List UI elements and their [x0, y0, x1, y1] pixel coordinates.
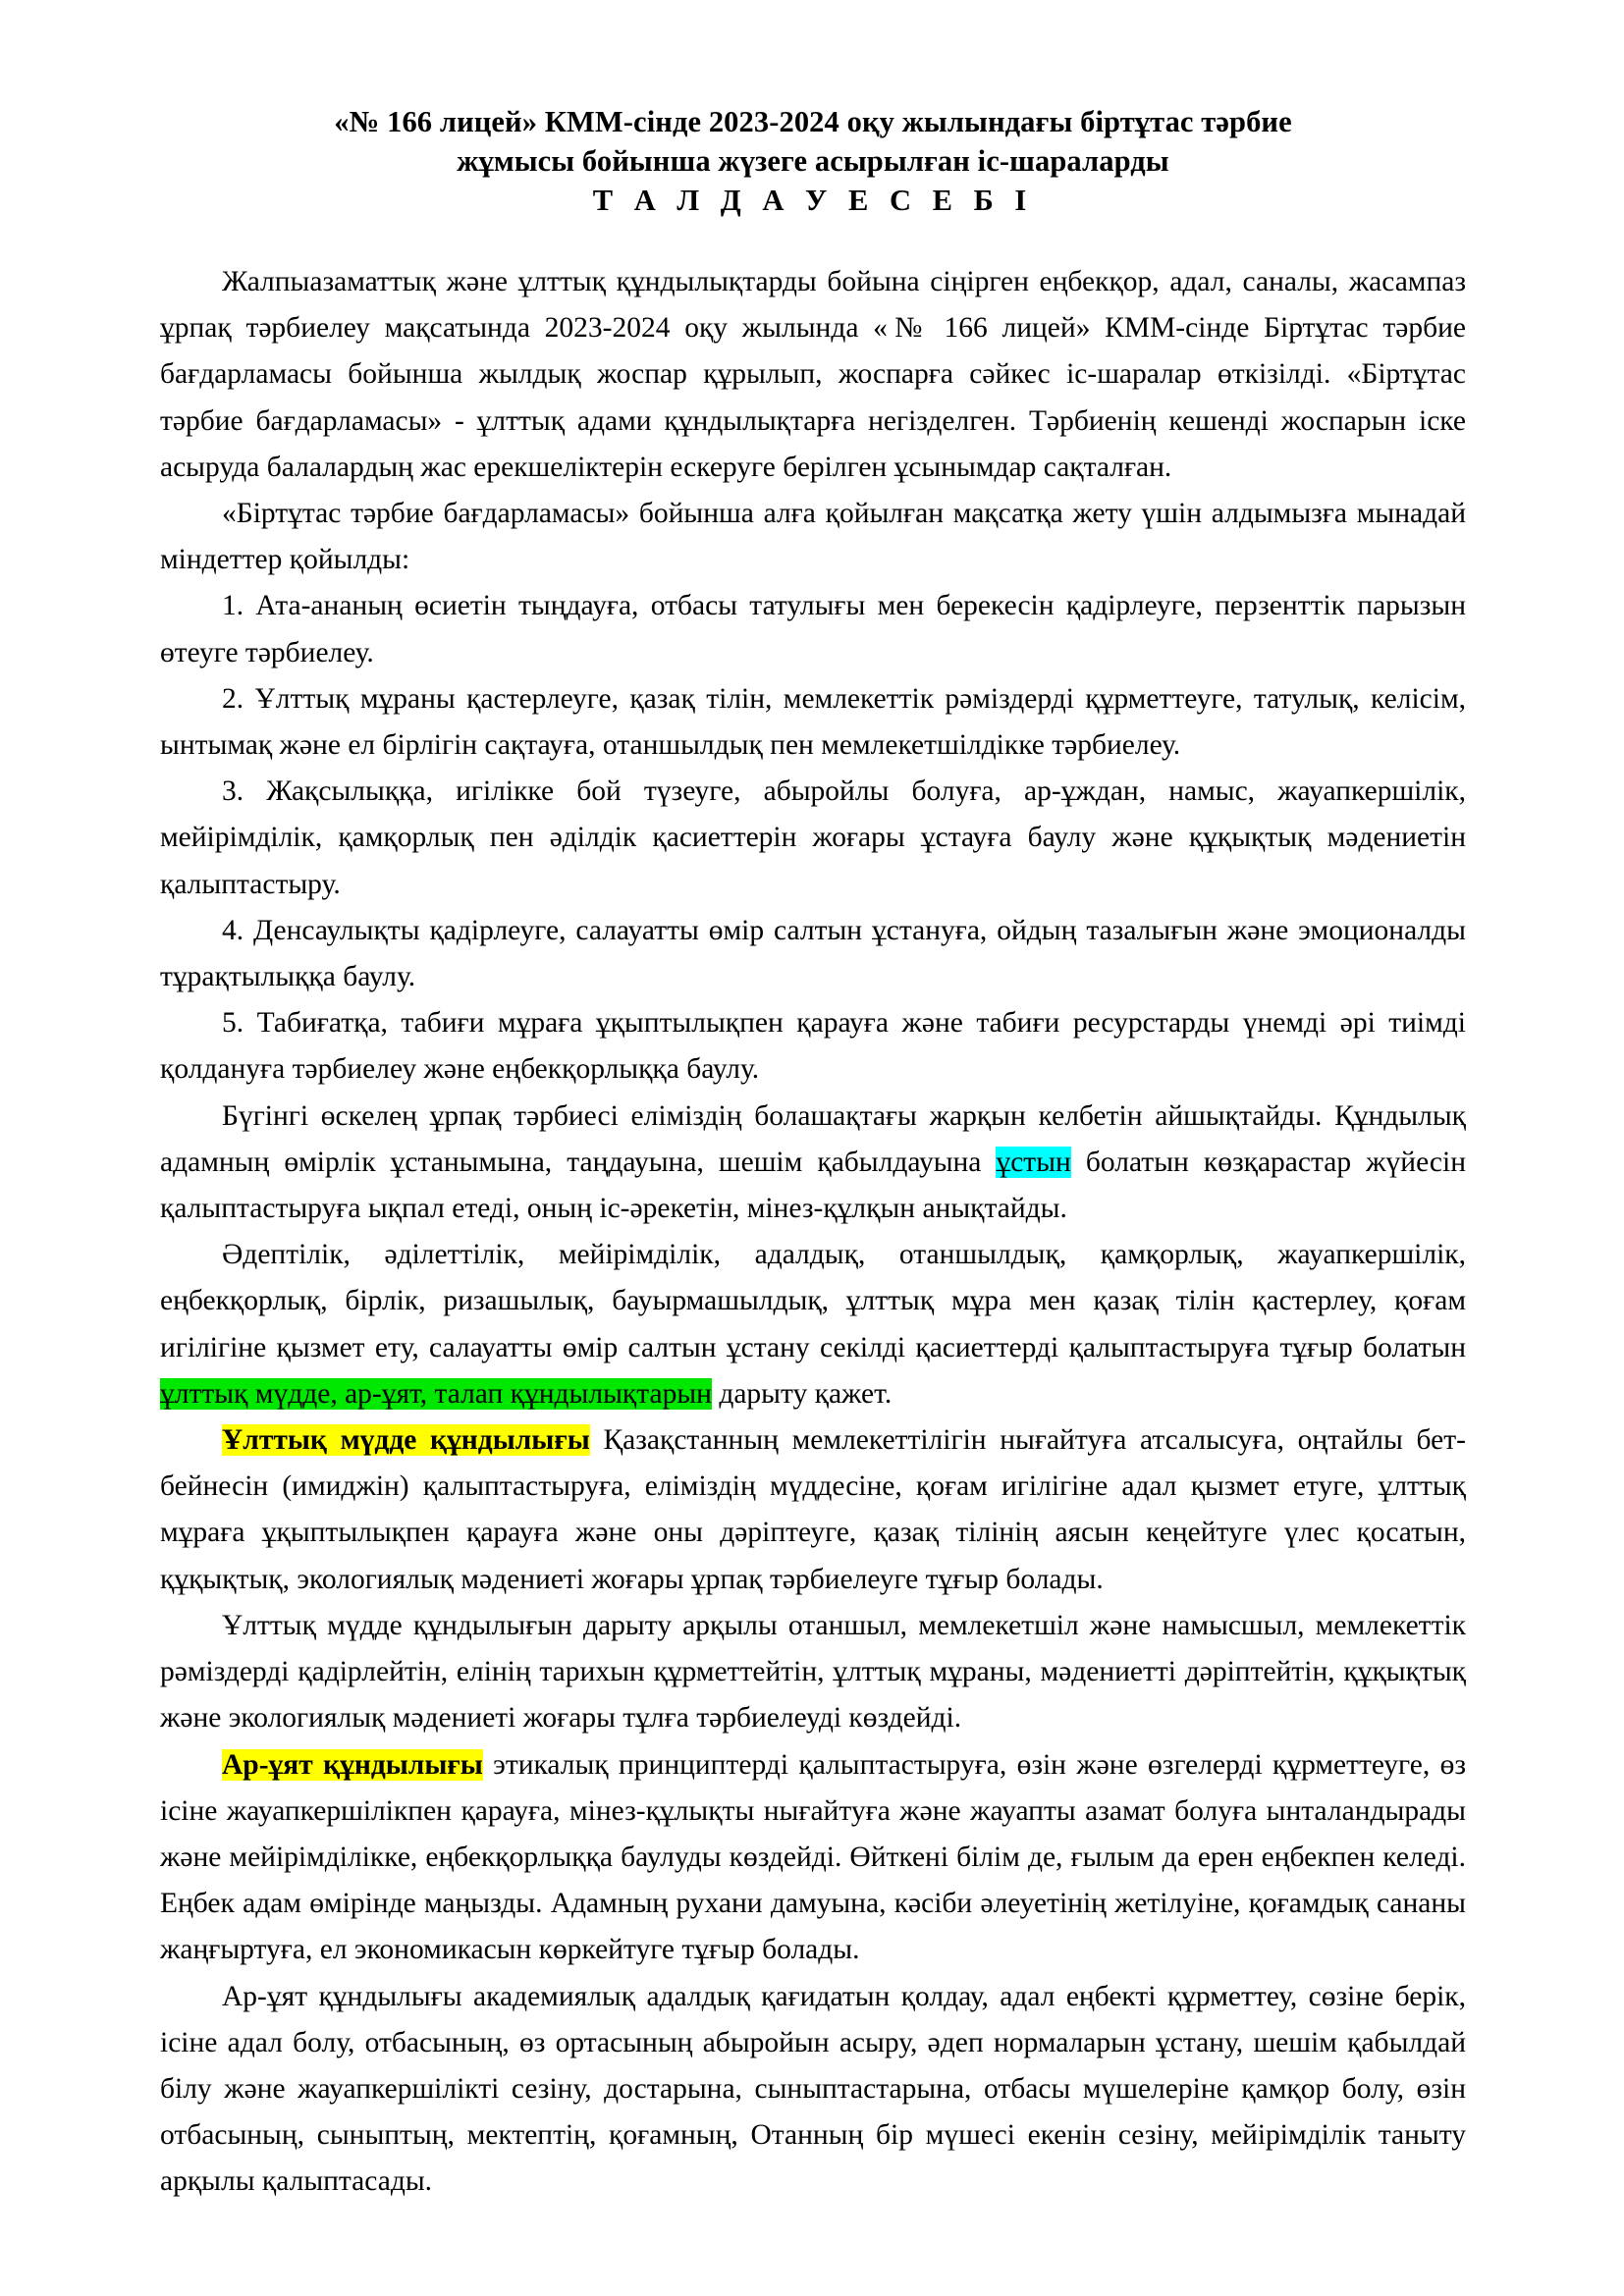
- text-run: 1. Ата-ананың өсиетін тыңдауға, отбасы татулығы мен берекесін қадірлеуге, перзенттік парызын өтеуге тәрбиелеу.: [160, 590, 1466, 668]
- paragraph-national-interest-2: [160, 1603, 1466, 1742]
- title-line-3: Т А Л Д А У Е С Е Б І: [592, 184, 1034, 217]
- document-body: [160, 259, 1466, 2206]
- paragraph-tasks-lead: [160, 491, 1466, 583]
- text-run: Қазақстанның мемлекеттілігін нығайтуға атсалысуға, оңтайлы бет-бейнесін (имиджін) қалыптастыруға, еліміздің мүддесіне, қоғам игілігіне адал қызмет етуге, ұлттық мұраға ұқыптылықпен қарауға және оны дәріптеуге, қазақ тілінің аясын кеңейтуге үлес қосатын, құқықтық, экологиялық мәдениеті жоғары ұрпақ тәрбиелеуге тұғыр болады.: [160, 1424, 1466, 1595]
- highlight-yellow-11-0: Ар-ұят құндылығы: [222, 1748, 483, 1781]
- text-run: Ар-ұят құндылығы академиялық адалдық қағидатын қолдау, адал еңбекті құрметтеу, сөзіне берік, ісіне адал болу, отбасының, өз ортасының абыройын асыру, әдеп нормаларын ұстану, шешім қабылдай білу және жауапкершілікті сезіну, достарына, сыныптастарына, отбасы мүшелеріне қамқор болу, өзін отбасының, сыныптың, мектептің, қоғамның, Отанның бір мүшесі екенін сезіну, мейірімділік таныту арқылы қалыптасады.: [160, 1980, 1466, 2198]
- document-content: [160, 102, 1466, 2206]
- text-run: Бүгінгі өскелең ұрпақ тәрбиесі еліміздің болашақтағы жарқын келбетін айшықтайды. Құндылық адамның өмірлік ұстанымына, таңдауына, шешім қабылдауына: [160, 1099, 1466, 1178]
- document-title: [160, 102, 1466, 220]
- title-line-1: «№ 166 лицей» КММ-сінде 2023-2024 оқу жылындағы біртұтас тәрбие: [334, 105, 1292, 138]
- highlight-green-8-1: ұлттық мүдде, ар-ұят, талап құндылықтарын: [160, 1377, 712, 1410]
- text-run: Ұлттық мүдде құндылығын дарыту арқылы отаншыл, мемлекетшіл және намысшыл, мемлекеттік рәміздерді қадірлейтін, елінің тарихын құрметтейтін, ұлттық мұраны, мәдениетті дәріптейтін, құқықтық және экологиялық мәдениеті жоғары тұлға тәрбиелеуді көздейді.: [160, 1609, 1466, 1735]
- title-line-2: жұмысы бойынша жүзеге асырылған іс-шараларды: [457, 144, 1169, 178]
- text-run: Жалпыазаматтық және ұлттық құндылықтарды бойына сіңірген еңбекқор, адал, саналы, жасампаз ұрпақ тәрбиелеу мақсатында 2023-2024 оқу жылында «№ 166 лицей» КММ-сінде Біртұтас тәрбие бағдарламасы бойынша жылдық жоспар құрылып, жоспарға сәйкес іс-шаралар өткізілді. «Біртұтас тәрбие бағдарламасы» - ұлттық адами құндылықтарға негізделген. Тәрбиенің кешенді жоспарын іске асыруда балалардың жас ерекшеліктерін ескеруге берілген ұсынымдар сақталған.: [160, 266, 1466, 483]
- paragraph-conscience: [160, 1742, 1466, 1974]
- highlight-yellow-9-0: Ұлттық мүдде құндылығы: [222, 1424, 590, 1457]
- text-run: Әдептілік, әділеттілік, мейірімділік, адалдық, отаншылдық, қамқорлық, жауапкершілік, еңбекқорлық, бірлік, ризашылық, бауырмашылдық, ұлттық мұра мен қазақ тілін қастерлеу, қоғам игілігіне қызмет ету, салауатты өмір салтын ұстану секілді қасиеттерді қалыптастыруға тұғыр болатын: [160, 1239, 1466, 1363]
- text-run: «Біртұтас тәрбие бағдарламасы» бойынша алға қойылған мақсатқа жету үшін алдымызға мынадай міндеттер қойылды:: [160, 498, 1466, 576]
- paragraph-task-5: [160, 1000, 1466, 1093]
- text-run: этикалық принциптерді қалыптастыруға, өзін және өзгелерді құрметтеуге, өз ісіне жауапкершілікпен қарауға, мінез-құлықты нығайтуға және жауапты азамат болуға ынталандырады және мейірімділікке, еңбекқорлыққа баулуды көздейді. Өйткені білім де, ғылым да ерен еңбекпен келеді. Еңбек адам өмірінде маңызды. Адамның рухани дамуына, кәсіби әлеуетінің жетілуіне, қоғамдық сананы жаңғыртуға, ел экономикасын көркейтуге тұғыр болады.: [160, 1748, 1466, 1966]
- text-run: 4. Денсаулықты қадірлеуге, салауатты өмір салтын ұстануға, ойдың тазалығын және эмоционалды тұрақтылыққа баулу.: [160, 914, 1466, 993]
- paragraph-national-interest: [160, 1417, 1466, 1603]
- paragraph-task-3: [160, 769, 1466, 908]
- paragraph-task-2: [160, 676, 1466, 769]
- paragraph-today: [160, 1094, 1466, 1233]
- paragraph-conscience-2: [160, 1974, 1466, 2206]
- paragraph-intro: [160, 259, 1466, 491]
- text-run: дарыту қажет.: [711, 1377, 893, 1410]
- paragraph-task-4: [160, 908, 1466, 1000]
- text-run: 3. Жақсылыққа, игілікке бой түзеуге, абыройлы болуға, ар-ұждан, намыс, жауапкершілік, мейірімділік, қамқорлық пен әділдік қасиеттерін жоғары ұстауға баулу және құқықтық мәдениетін қалыптастыру.: [160, 775, 1466, 900]
- highlight-cyan-7-1: ұстын: [996, 1146, 1071, 1178]
- paragraph-task-1: [160, 583, 1466, 675]
- text-run: 2. Ұлттық мұраны қастерлеуге, қазақ тілін, мемлекеттік рәміздерді құрметтеуге, татулық, келісім, ынтымақ және ел бірлігін сақтауға, отаншылдық пен мемлекетшілдікке тәрбиелеу.: [160, 682, 1466, 762]
- text-run: 5. Табиғатқа, табиғи мұраға ұқыптылықпен қарауға және табиғи ресурстарды үнемді әрі тиімді қолдануға тәрбиелеу және еңбекқорлыққа баулу.: [160, 1007, 1466, 1086]
- paragraph-values-list: [160, 1232, 1466, 1417]
- text-run: болатын көзқарастар жүйесін қалыптастыруға ықпал етеді, оның іс-әрекетін, мінез-құлқын анықтайды.: [160, 1146, 1466, 1225]
